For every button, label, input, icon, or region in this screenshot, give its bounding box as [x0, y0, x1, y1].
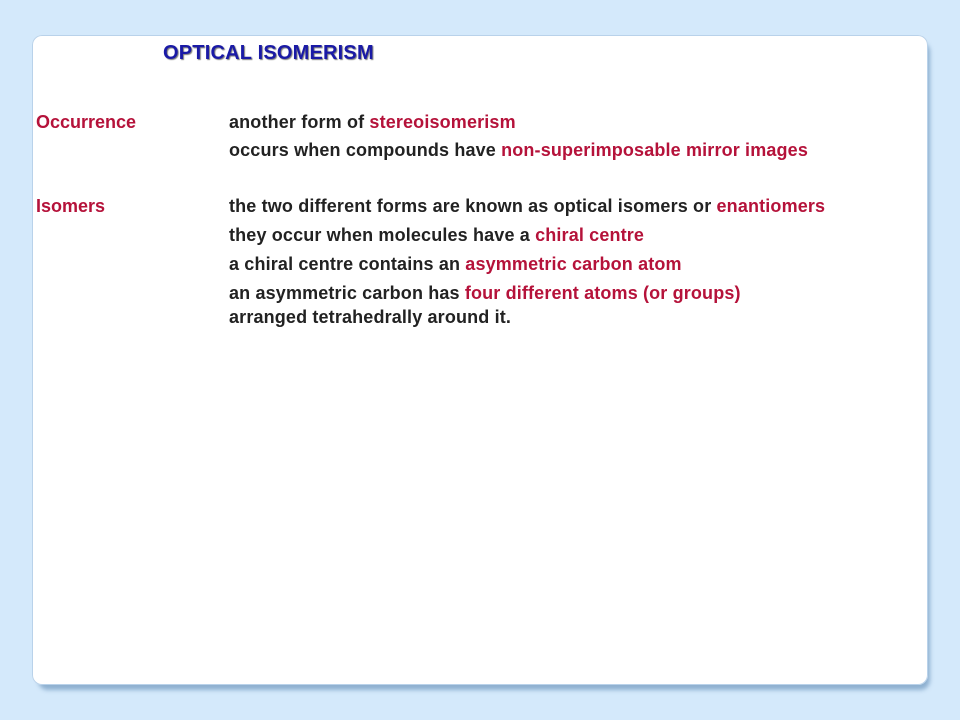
highlight-term: stereoisomerism: [369, 112, 516, 132]
line-text: a chiral centre contains an: [229, 254, 466, 274]
slide-title: OPTICAL ISOMERISM: [163, 42, 374, 64]
highlight-term: chiral centre: [535, 225, 645, 245]
isomers-line-2: [229, 225, 644, 246]
occurrence-line-2: [229, 140, 808, 161]
highlight-term: non-superimposable mirror images: [501, 140, 808, 160]
isomers-label: Isomers: [36, 196, 106, 216]
isomers-line-3: [229, 254, 682, 275]
line-text: arranged tetrahedrally around it.: [229, 307, 512, 327]
line-text: another form of: [229, 112, 370, 132]
highlight-term: asymmetric carbon atom: [465, 254, 682, 274]
occurrence-line-1: [229, 112, 516, 133]
highlight-term: enantiomers: [716, 196, 826, 216]
line-text: an asymmetric carbon has: [229, 283, 465, 303]
isomers-line-1: [229, 196, 825, 217]
highlight-term: four different atoms (or groups): [464, 283, 741, 303]
isomers-line-5: [229, 307, 511, 328]
isomers-line-4: [229, 283, 741, 304]
line-text: the two different forms are known as optical isomers or: [229, 196, 717, 216]
line-text: they occur when molecules have a: [229, 225, 536, 245]
occurrence-label: Occurrence: [36, 112, 137, 132]
line-text: occurs when compounds have: [229, 140, 502, 160]
